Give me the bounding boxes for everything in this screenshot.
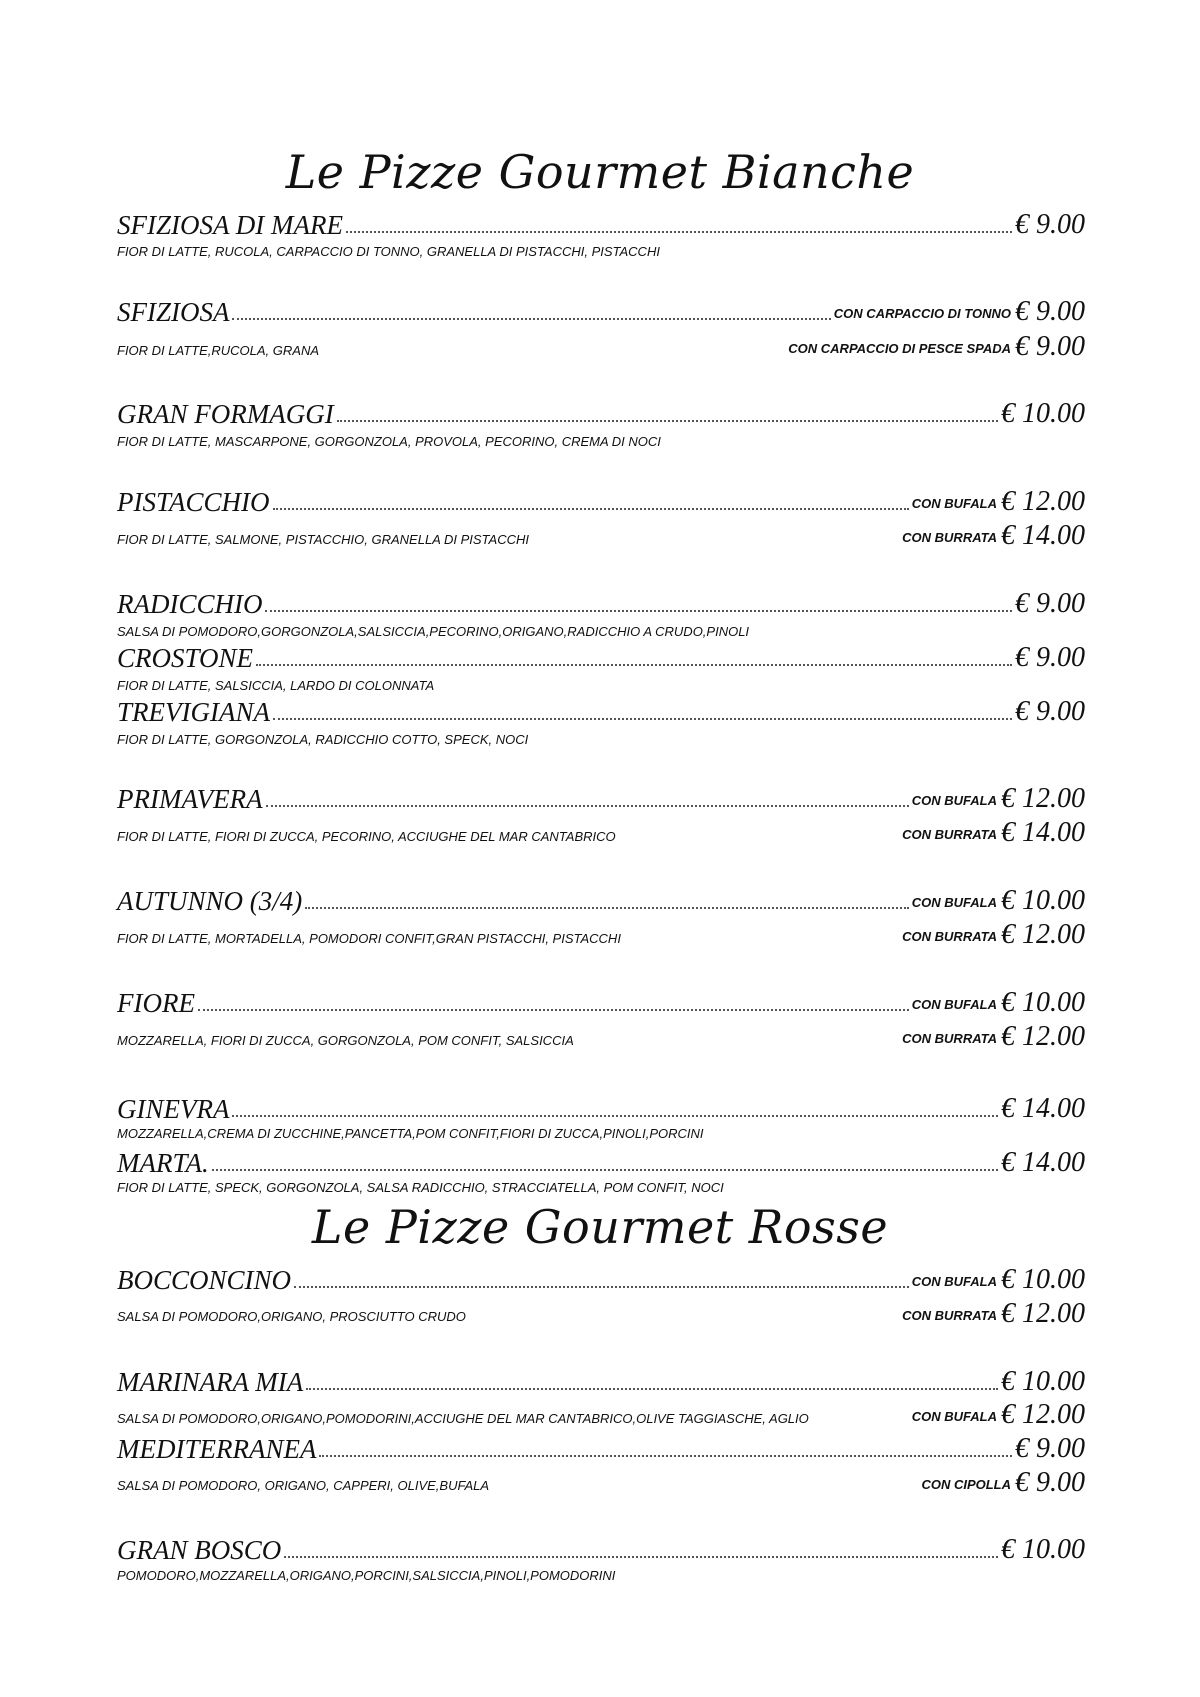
leader-dots xyxy=(305,907,909,909)
item-description: FIOR DI LATTE, FIORI DI ZUCCA, PECORINO, ACCIUGHE DEL MAR CANTABRICO xyxy=(117,829,616,844)
item-price: € 9.00 xyxy=(1015,1467,1085,1498)
item-name: CROSTONE xyxy=(117,643,254,673)
item-name: RADICCHIO xyxy=(117,589,263,619)
item-option: CON BURRATA xyxy=(902,929,997,944)
item-price: € 12.00 xyxy=(1001,1298,1085,1329)
item-description: POMODORO,MOZZARELLA,ORIGANO,PORCINI,SALSICCIA,PINOLI,POMODORINI xyxy=(117,1568,616,1583)
leader-dots xyxy=(273,718,1012,720)
item-option-row xyxy=(902,1299,1085,1329)
item-price: € 14.00 xyxy=(1001,817,1085,848)
item-name: MARINARA MIA xyxy=(117,1367,304,1397)
item-price: € 12.00 xyxy=(1001,919,1085,950)
item-name: SFIZIOSA DI MARE xyxy=(117,210,343,240)
menu-item-row xyxy=(117,886,1085,916)
item-option-row xyxy=(902,1022,1085,1052)
menu-item-row xyxy=(117,589,1085,619)
item-price: € 14.00 xyxy=(1001,1147,1085,1178)
item-option: CON BURRATA xyxy=(902,530,997,545)
item-price: € 9.00 xyxy=(1015,209,1085,240)
leader-dots xyxy=(256,664,1012,666)
item-name: AUTUNNO (3/4) xyxy=(117,886,303,916)
item-price: € 9.00 xyxy=(1015,642,1085,673)
item-name: TREVIGIANA xyxy=(117,697,270,727)
section-title-bianche: Le Pizze Gourmet Bianche xyxy=(285,145,915,199)
leader-dots xyxy=(346,231,1012,233)
item-price: € 12.00 xyxy=(1001,1399,1085,1430)
menu-item-row xyxy=(117,697,1085,727)
item-option: CON CIPOLLA xyxy=(921,1477,1011,1492)
item-name: MEDITERRANEA xyxy=(117,1434,317,1464)
item-name: GRAN FORMAGGI xyxy=(117,399,334,429)
item-description: SALSA DI POMODORO, ORIGANO, CAPPERI, OLIVE,BUFALA xyxy=(117,1478,490,1493)
leader-dots xyxy=(266,805,909,807)
item-option-row xyxy=(902,818,1085,848)
item-option: CON BUFALA xyxy=(911,997,997,1012)
item-option-row xyxy=(788,332,1085,362)
menu-item-row xyxy=(117,1367,1085,1397)
item-name: SFIZIOSA xyxy=(117,297,230,327)
menu-item-row xyxy=(117,784,1085,814)
item-description: FIOR DI LATTE, RUCOLA, CARPACCIO DI TONNO, GRANELLA DI PISTACCHI, PISTACCHI xyxy=(117,244,660,259)
item-option-row xyxy=(921,1468,1085,1498)
item-price: € 10.00 xyxy=(1001,1534,1085,1565)
leader-dots xyxy=(284,1556,998,1558)
menu-item-row xyxy=(117,399,1085,429)
item-option: CON BUFALA xyxy=(911,1274,997,1289)
item-price: € 10.00 xyxy=(1001,1264,1085,1295)
leader-dots xyxy=(212,1169,998,1171)
item-description: FIOR DI LATTE, SALSICCIA, LARDO DI COLONNATA xyxy=(117,678,435,693)
section-title-rosse: Le Pizze Gourmet Rosse xyxy=(311,1200,889,1254)
item-price: € 12.00 xyxy=(1001,1021,1085,1052)
item-option-row xyxy=(902,920,1085,950)
item-price: € 9.00 xyxy=(1015,696,1085,727)
item-name: MARTA. xyxy=(117,1148,209,1178)
item-description: FIOR DI LATTE, SPECK, GORGONZOLA, SALSA RADICCHIO, STRACCIATELLA, POM CONFIT, NOCI xyxy=(117,1180,724,1195)
menu-item-row xyxy=(117,487,1085,517)
leader-dots xyxy=(306,1388,998,1390)
item-price: € 12.00 xyxy=(1001,783,1085,814)
item-price: € 10.00 xyxy=(1001,987,1085,1018)
item-description: FIOR DI LATTE, SALMONE, PISTACCHIO, GRANELLA DI PISTACCHI xyxy=(117,532,529,547)
leader-dots xyxy=(273,508,909,510)
item-description: SALSA DI POMODORO,ORIGANO, PROSCIUTTO CRUDO xyxy=(117,1309,466,1324)
item-price: € 10.00 xyxy=(1001,398,1085,429)
item-description: SALSA DI POMODORO,ORIGANO,POMODORINI,ACCIUGHE DEL MAR CANTABRICO,OLIVE TAGGIASCHE, AGLIO xyxy=(117,1411,809,1426)
item-description: FIOR DI LATTE, GORGONZOLA, RADICCHIO COTTO, SPECK, NOCI xyxy=(117,732,529,747)
leader-dots xyxy=(265,610,1012,612)
item-option: CON CARPACCIO DI PESCE SPADA xyxy=(788,341,1011,356)
item-price: € 10.00 xyxy=(1001,1366,1085,1397)
item-description: SALSA DI POMODORO,GORGONZOLA,SALSICCIA,PECORINO,ORIGANO,RADICCHIO A CRUDO,PINOLI xyxy=(117,624,750,639)
menu-item-row xyxy=(117,1535,1085,1565)
leader-dots xyxy=(232,318,830,320)
item-price: € 9.00 xyxy=(1015,1433,1085,1464)
leader-dots xyxy=(337,420,998,422)
item-price: € 9.00 xyxy=(1015,331,1085,362)
item-name: GRAN BOSCO xyxy=(117,1535,282,1565)
leader-dots xyxy=(232,1115,998,1117)
menu-item-row xyxy=(117,643,1085,673)
item-price: € 10.00 xyxy=(1001,885,1085,916)
item-name: GINEVRA xyxy=(117,1094,230,1124)
item-description: MOZZARELLA,CREMA DI ZUCCHINE,PANCETTA,POM CONFIT,FIORI DI ZUCCA,PINOLI,PORCINI xyxy=(117,1126,704,1141)
item-option: CON BURRATA xyxy=(902,1308,997,1323)
item-price: € 9.00 xyxy=(1015,296,1085,327)
item-description: MOZZARELLA, FIORI DI ZUCCA, GORGONZOLA, POM CONFIT, SALSICCIA xyxy=(117,1033,574,1048)
menu-item-row xyxy=(117,1148,1085,1178)
item-description: FIOR DI LATTE, MORTADELLA, POMODORI CONFIT,GRAN PISTACCHI, PISTACCHI xyxy=(117,931,621,946)
menu-item-row xyxy=(117,297,1085,327)
item-price: € 9.00 xyxy=(1015,588,1085,619)
item-name: BOCCONCINO xyxy=(117,1265,292,1295)
item-price: € 14.00 xyxy=(1001,520,1085,551)
item-option: CON BUFALA xyxy=(911,895,997,910)
item-option: CON BURRATA xyxy=(902,827,997,842)
leader-dots xyxy=(198,1009,909,1011)
item-option: CON BUFALA xyxy=(911,1409,997,1424)
item-option: CON BUFALA xyxy=(911,793,997,808)
leader-dots xyxy=(294,1286,909,1288)
item-option: CON BURRATA xyxy=(902,1031,997,1046)
leader-dots xyxy=(319,1455,1012,1457)
menu-item-row xyxy=(117,988,1085,1018)
item-option-row xyxy=(912,1400,1085,1430)
menu-item-row xyxy=(117,210,1085,240)
menu-item-row xyxy=(117,1265,1085,1295)
item-option-row xyxy=(902,521,1085,551)
item-description: FIOR DI LATTE,RUCOLA, GRANA xyxy=(117,343,320,358)
menu-item-row xyxy=(117,1434,1085,1464)
item-description: FIOR DI LATTE, MASCARPONE, GORGONZOLA, PROVOLA, PECORINO, CREMA DI NOCI xyxy=(117,434,661,449)
item-price: € 14.00 xyxy=(1001,1093,1085,1124)
item-option: CON BUFALA xyxy=(911,496,997,511)
item-name: PISTACCHIO xyxy=(117,487,270,517)
menu-item-row xyxy=(117,1094,1085,1124)
item-option: CON CARPACCIO DI TONNO xyxy=(833,306,1011,321)
item-price: € 12.00 xyxy=(1001,486,1085,517)
item-name: FIORE xyxy=(117,988,195,1018)
item-name: PRIMAVERA xyxy=(117,784,263,814)
